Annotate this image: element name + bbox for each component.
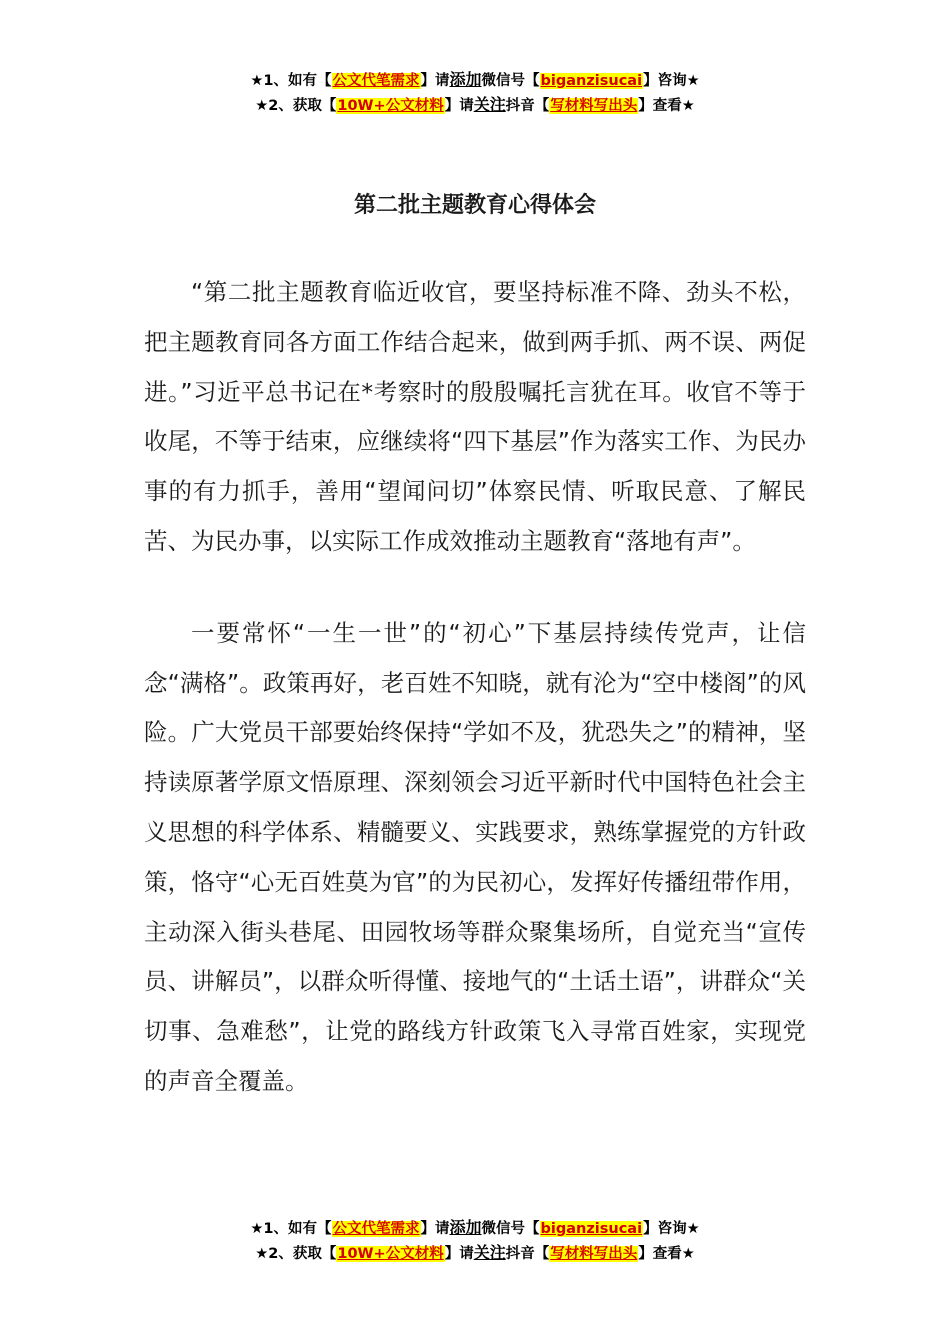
- wechat-id-highlight: biganzisucai: [540, 1221, 643, 1237]
- promo-underline: 添加: [449, 1218, 482, 1237]
- douyin-account-highlight: 写材料写出头: [550, 98, 638, 114]
- paragraph-1: “第二批主题教育临近收官，要坚持标准不降、劲头不松，把主题教育同各方面工作结合起来，做到两手抓、两不误、两促进。”习近平总书记在*考察时的殷殷嘱托言犹在耳。收官不等于收尾，不等于结束，应继续将“四下基层”作为落实工作、为民办事的有力抓手，善用“望闻问切”体察民情、听取民意、了解民苦、为民办事，以实际工作成效推动主题教育“落地有声”。: [144, 278, 806, 555]
- wechat-id-highlight: biganzisucai: [540, 73, 643, 89]
- promo-highlight: 公文代笔需求: [332, 73, 420, 89]
- promo-highlight: 10W+公文材料: [337, 98, 444, 114]
- promo-line-1: ★1、如有【公文代笔需求】请添加微信号【biganzisucai】咨询★: [250, 1218, 700, 1237]
- promo-banner-top: [0, 68, 950, 118]
- promo-underline: 关注: [473, 95, 506, 114]
- document-title: 第二批主题教育心得体会: [353, 193, 596, 218]
- promo-banner-bottom: [0, 1216, 950, 1266]
- promo-line-2: ★2、获取【10W+公文材料】请关注抖音【写材料写出头】查看★: [255, 1243, 695, 1262]
- promo-highlight: 公文代笔需求: [332, 1221, 420, 1237]
- promo-line-1: ★1、如有【公文代笔需求】请添加微信号【biganzisucai】咨询★: [250, 70, 700, 89]
- douyin-account-highlight: 写材料写出头: [550, 1246, 638, 1262]
- promo-underline: 关注: [473, 1243, 506, 1262]
- paragraph-2: 一要常怀“一生一世”的“初心”下基层持续传党声，让信念“满格”。政策再好，老百姓不知晓，就有沦为“空中楼阁”的风险。广大党员干部要始终保持“学如不及，犹恐失之”的精神，坚持读原著学原文悟原理、深刻领会习近平新时代中国特色社会主义思想的科学体系、精髓要义、实践要求，熟练掌握党的方针政策，恪守“心无百姓莫为官”的为民初心，发挥好传播纽带作用，主动深入街头巷尾、田园牧场等群众聚集场所，自觉充当“宣传员、讲解员”，以群众听得懂、接地气的“土话土语”，讲群众“关切事、急难愁”，让党的路线方针政策飞入寻常百姓家，实现党的声音全覆盖。: [144, 618, 806, 1095]
- promo-highlight: 10W+公文材料: [337, 1246, 444, 1262]
- promo-underline: 添加: [449, 70, 482, 89]
- promo-line-2: ★2、获取【10W+公文材料】请关注抖音【写材料写出头】查看★: [255, 95, 695, 114]
- document-body: [144, 268, 806, 1149]
